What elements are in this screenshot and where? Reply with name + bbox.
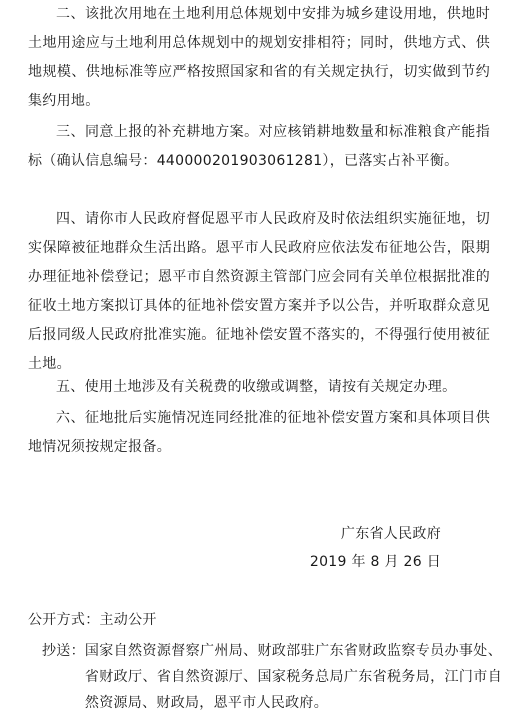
signature-date: 2019 年 8 月 26 日	[309, 554, 441, 570]
paragraph-expropriation-implementation: 四、请你市人民政府督促恩平市人民政府及时依法组织实施征地，切实保障被征地群众生活出路。恩平市人民政府应依法发布征地公告，限期办理征地补偿登记；恩平市自然资源主管部门应会同有关单位根据批准的征收土地方案拟订具体的征地补偿安置方案并予以公告，并听取群众意见后报同级人民政府批准实施。征地补偿安置不落实的，不得强行使用被征土地。	[28, 211, 490, 372]
paragraph-taxes-fees: 五、使用土地涉及有关税费的收缴或调整，请按有关规定办理。	[56, 379, 457, 395]
paragraph-land-use-plan: 二、该批次用地在土地利用总体规划中安排为城乡建设用地，供地时土地用途应与土地利用总体规划中的规划安排相符；同时，供地方式、供地规模、供地标准等应严格按照国家和省的有关规定执行，切实做到节约集约用地。	[28, 6, 490, 109]
paragraph-farmland-compensation: 三、同意上报的补充耕地方案。对应核销耕地数量和标准粮食产能指标（确认信息编号：440000201903061281），已落实占补平衡。	[28, 124, 490, 169]
disclosure-method: 公开方式：主动公开	[28, 612, 157, 628]
paragraph-filing-requirement: 六、征地批后实施情况连同经批准的征地补偿安置方案和具体项目供地情况须按规定报备。	[28, 410, 490, 455]
cc-recipients: 国家自然资源督察广州局、财政部驻广东省财政监察专员办事处、省财政厅、省自然资源厅、国家税务总局广东省税务局，江门市自然资源局、财政局，恩平市人民政府。	[84, 643, 502, 711]
signature-organization: 广东省人民政府	[340, 526, 441, 542]
cc-section	[42, 638, 502, 716]
cc-label: 抄送：	[42, 643, 85, 659]
